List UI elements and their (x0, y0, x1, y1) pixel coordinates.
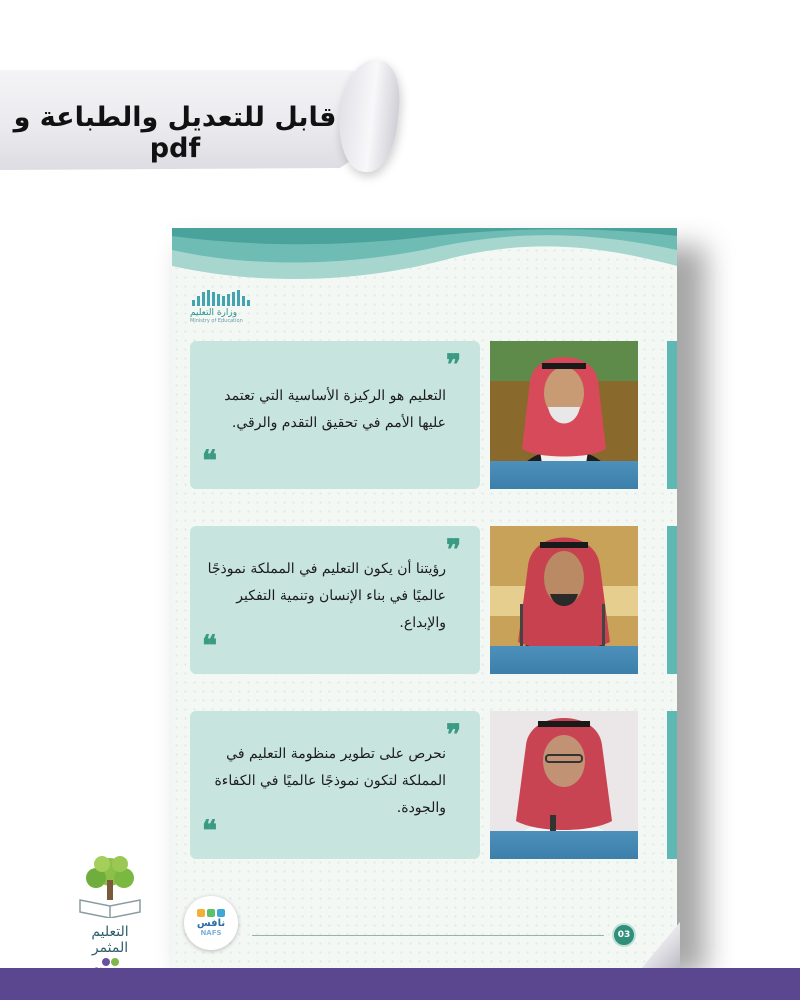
portrait-band (490, 461, 638, 489)
quote-close-icon: ❝ (202, 629, 218, 662)
quote-close-icon: ❝ (202, 814, 218, 847)
quote-open-icon: ❞ (446, 348, 462, 381)
portrait-band (490, 646, 638, 674)
ministry-logo (190, 290, 250, 334)
ministry-logo-mark (190, 290, 250, 306)
nafs-logo-english: NAFS (200, 929, 222, 937)
quote-open-icon: ❞ (446, 718, 462, 751)
side-strip (667, 526, 677, 674)
footer-line (252, 935, 604, 936)
tree-book-icon (72, 852, 148, 918)
header-wave (172, 228, 677, 298)
portrait-band (490, 831, 638, 859)
nafs-logo-arabic: نافس (196, 918, 226, 929)
ministry-logo-arabic: وزارة التعليم (190, 308, 238, 318)
side-strip (667, 711, 677, 859)
quote-card-1 (190, 341, 480, 489)
banner-text: قابل للتعديل والطباعة و pdf (13, 102, 337, 164)
quote-card-3 (190, 711, 480, 859)
watermark-logo (72, 852, 148, 962)
portrait-1 (490, 341, 638, 489)
quote-text-1: التعليم هو الركيزة الأساسية التي تعتمد عليها الأمم في تحقيق التقدم والرقي. (224, 388, 446, 431)
quote-text-3: نحرص على تطوير منظومة التعليم في المملكة لتكون نموذجًا عالميًا في الكفاءة والجودة. (214, 746, 446, 816)
nafs-badges (197, 909, 225, 917)
quote-open-icon: ❞ (446, 533, 462, 566)
watermark-dots (72, 958, 148, 966)
quote-text-2: رؤيتنا أن يكون التعليم في المملكة نموذجًا عالميًا في بناء الإنسان وتنمية التفكير والإبداع. (207, 561, 446, 631)
side-strip (667, 341, 677, 489)
quote-card-2 (190, 526, 480, 674)
watermark-name: التعليم المثمر (91, 924, 129, 956)
portrait-3 (490, 711, 638, 859)
page-number: 03 (612, 923, 636, 947)
nafs-logo (184, 896, 238, 950)
bottom-bar (0, 968, 800, 1000)
quote-close-icon: ❝ (202, 444, 218, 477)
portrait-2 (490, 526, 638, 674)
document-page (172, 228, 677, 968)
ministry-logo-english: Ministry of Education (190, 318, 243, 324)
